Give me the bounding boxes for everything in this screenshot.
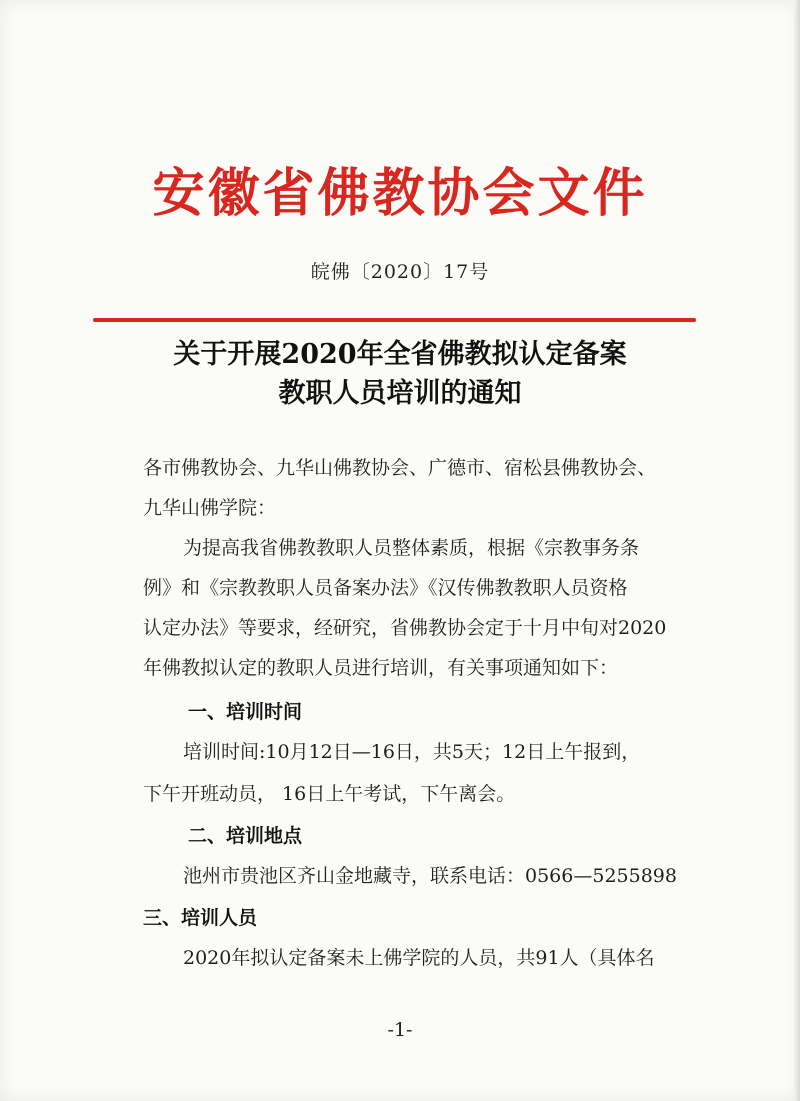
- page-number: -1-: [387, 1019, 413, 1041]
- section-1-line-1: 培训时间:10月12日—16日，共5天；12日上午报到，: [183, 741, 641, 763]
- section-2-line-1: 池州市贵池区齐山金地藏寺，联系电话：0566—5255898: [183, 865, 677, 887]
- section-3-line-1: 2020年拟认定备案未上佛学院的人员，共91人（具体名: [183, 947, 655, 969]
- notice-title-line-1: 关于开展2020年全省佛教拟认定备案: [173, 339, 627, 370]
- intro-line-2: 例》和《宗教教职人员备案办法》《汉传佛教教职人员资格: [143, 577, 628, 599]
- section-2-heading: 二、培训地点: [188, 825, 303, 847]
- notice-title-line-2: 教职人员培训的通知: [278, 378, 522, 409]
- document-number: 皖佛〔2020〕17号: [310, 261, 490, 283]
- intro-line-4: 年佛教拟认定的教职人员进行培训，有关事项通知如下：: [143, 657, 619, 679]
- recipients-line-1: 各市佛教协会、九华山佛教协会、广德市、宿松县佛教协会、: [143, 457, 657, 479]
- intro-line-3: 认定办法》等要求，经研究，省佛教协会定于十月中旬对2020: [143, 617, 667, 639]
- red-divider-line: [93, 318, 696, 322]
- section-1-heading: 一、培训时间: [188, 701, 303, 723]
- masthead-title: 安徽省佛教协会文件: [152, 164, 648, 224]
- intro-line-1: 为提高我省佛教教职人员整体素质，根据《宗教事务条: [183, 537, 640, 559]
- section-1-line-2: 下午开班动员， 16日上午考试，下午离会。: [143, 783, 516, 805]
- recipients-line-2: 九华山佛学院：: [143, 497, 277, 519]
- section-3-heading: 三、培训人员: [143, 907, 258, 929]
